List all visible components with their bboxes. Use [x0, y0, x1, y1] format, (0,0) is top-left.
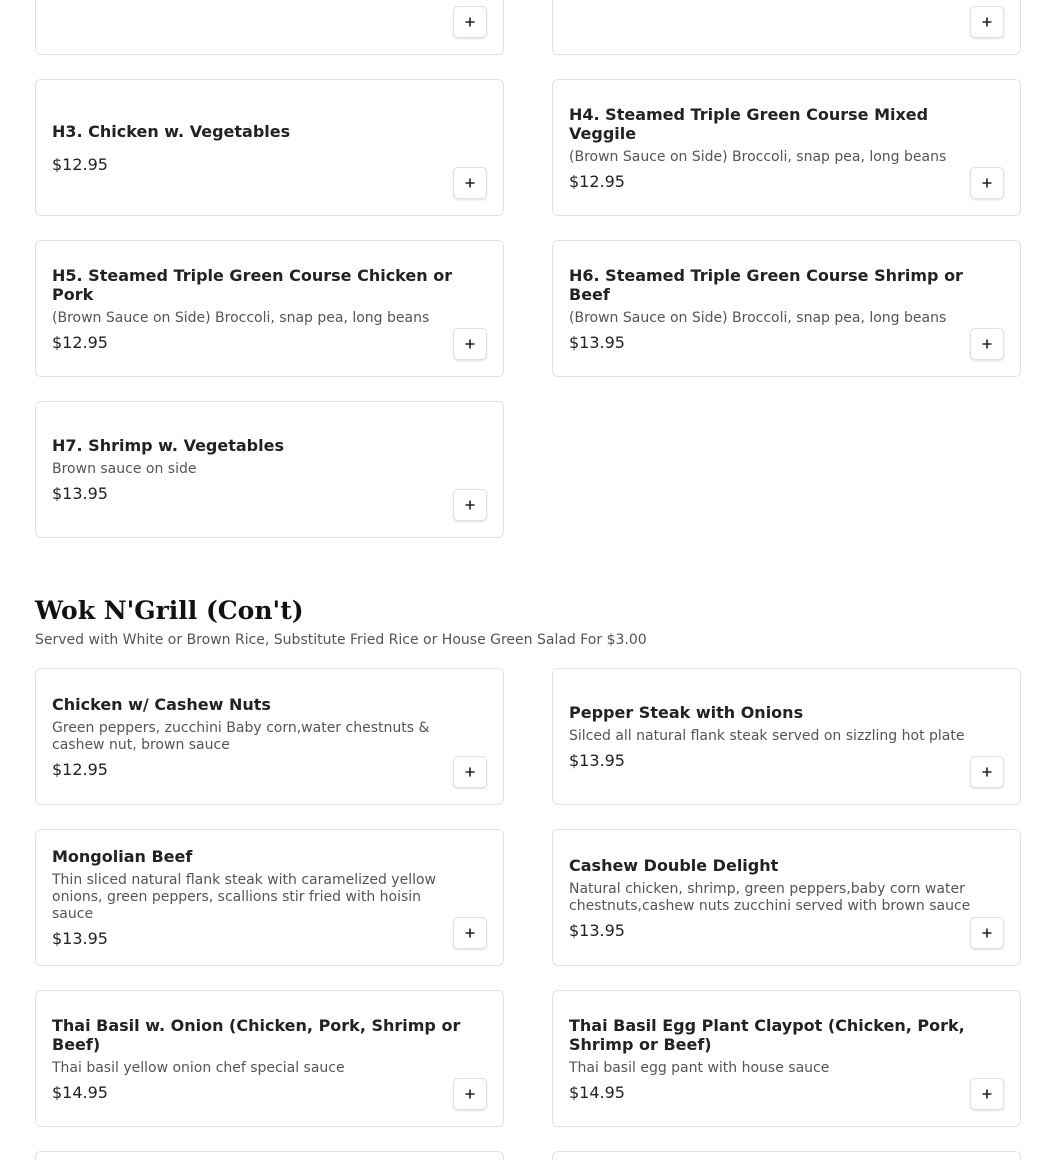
item-name: Chicken w/ Cashew Nuts [52, 694, 271, 714]
item-name: Cashew Double Delight [569, 855, 779, 875]
plus-icon [981, 927, 993, 939]
add-to-cart-button[interactable] [453, 917, 487, 949]
menu-item-card[interactable] [552, 240, 1021, 377]
menu-item-card[interactable] [35, 1151, 504, 1160]
add-to-cart-button[interactable] [970, 1078, 1004, 1110]
item-description: Natural chicken, shrimp, green peppers,baby corn water chestnuts,cashew nuts zucchini served with brown sauce [569, 880, 971, 914]
plus-icon [464, 766, 476, 778]
menu-item-card[interactable] [35, 401, 504, 538]
add-to-cart-button[interactable] [453, 328, 487, 360]
add-to-cart-button[interactable] [970, 756, 1004, 788]
item-description: Thai basil egg pant with house sauce [569, 1059, 830, 1076]
plus-icon [464, 177, 476, 189]
section-title: Wok N'Grill (Con't) [35, 596, 304, 625]
plus-icon [981, 16, 993, 28]
menu-item-card[interactable] [35, 829, 504, 966]
item-price: $12.95 [569, 171, 625, 191]
plus-icon [981, 338, 993, 350]
add-to-cart-button[interactable] [453, 6, 487, 38]
item-price: $13.95 [569, 920, 625, 940]
section-subtitle: Served with White or Brown Rice, Substitute Fried Rice or House Green Salad For $3.00 [35, 632, 647, 648]
item-price: $14.95 [569, 1082, 625, 1102]
menu-item-card[interactable] [552, 1151, 1021, 1160]
item-name: H6. Steamed Triple Green Course Shrimp or Beef [569, 265, 963, 304]
menu-item-card[interactable] [552, 668, 1021, 805]
menu-item-card[interactable] [552, 829, 1021, 966]
item-description: Brown sauce on side [52, 461, 197, 477]
menu-item-card[interactable] [552, 79, 1021, 216]
item-name: Thai Basil w. Onion (Chicken, Pork, Shrimp or Beef) [52, 1015, 461, 1054]
menu-item-card[interactable] [552, 990, 1021, 1127]
add-to-cart-button[interactable] [453, 489, 487, 521]
plus-icon [981, 1088, 993, 1100]
item-name: H4. Steamed Triple Green Course Mixed Veggile [569, 104, 929, 143]
item-price: $13.95 [52, 929, 108, 948]
item-description: Thin sliced natural flank steak with caramelized yellow onions, green peppers, scallions stir fried with hoisin sauce [52, 872, 436, 922]
item-description: (Brown Sauce on Side) Broccoli, snap pea, long beans [52, 309, 430, 326]
item-name: H5. Steamed Triple Green Course Chicken or Pork [52, 265, 453, 304]
item-name: H3. Chicken w. Vegetables [52, 121, 291, 141]
item-name: Mongolian Beef [52, 847, 193, 866]
item-price: $14.95 [52, 1082, 108, 1102]
add-to-cart-button[interactable] [970, 328, 1004, 360]
add-to-cart-button[interactable] [970, 6, 1004, 38]
item-description: Green peppers, zucchini Baby corn,water chestnuts & cashew nut, brown sauce [52, 719, 430, 753]
menu-item-card[interactable] [35, 990, 504, 1127]
menu-item-card[interactable] [35, 0, 504, 55]
menu-item-card[interactable] [35, 79, 504, 216]
item-description: (Brown Sauce on Side) Broccoli, snap pea, long beans [569, 148, 947, 165]
add-to-cart-button[interactable] [453, 756, 487, 788]
item-description: Thai basil yellow onion chef special sauce [52, 1059, 345, 1076]
plus-icon [464, 927, 476, 939]
plus-icon [464, 499, 476, 511]
item-price: $12.95 [52, 154, 108, 174]
plus-icon [464, 16, 476, 28]
plus-icon [981, 177, 993, 189]
item-name: H7. Shrimp w. Vegetables [52, 436, 284, 455]
menu-item-card[interactable] [552, 0, 1021, 55]
plus-icon [464, 1088, 476, 1100]
plus-icon [981, 766, 993, 778]
menu-item-card[interactable] [35, 240, 504, 377]
item-price: $13.95 [52, 484, 108, 503]
item-price: $12.95 [52, 332, 108, 352]
add-to-cart-button[interactable] [453, 167, 487, 199]
add-to-cart-button[interactable] [970, 167, 1004, 199]
item-name: Thai Basil Egg Plant Claypot (Chicken, Pork, Shrimp or Beef) [569, 1015, 965, 1054]
item-name: Pepper Steak with Onions [569, 703, 804, 722]
item-description: (Brown Sauce on Side) Broccoli, snap pea, long beans [569, 309, 947, 326]
add-to-cart-button[interactable] [970, 917, 1004, 949]
plus-icon [464, 338, 476, 350]
item-description: Silced all natural flank steak served on sizzling hot plate [569, 728, 965, 744]
item-price: $12.95 [52, 759, 108, 779]
item-price: $13.95 [569, 751, 625, 770]
add-to-cart-button[interactable] [453, 1078, 487, 1110]
item-price: $13.95 [569, 332, 625, 352]
menu-item-card[interactable] [35, 668, 504, 805]
